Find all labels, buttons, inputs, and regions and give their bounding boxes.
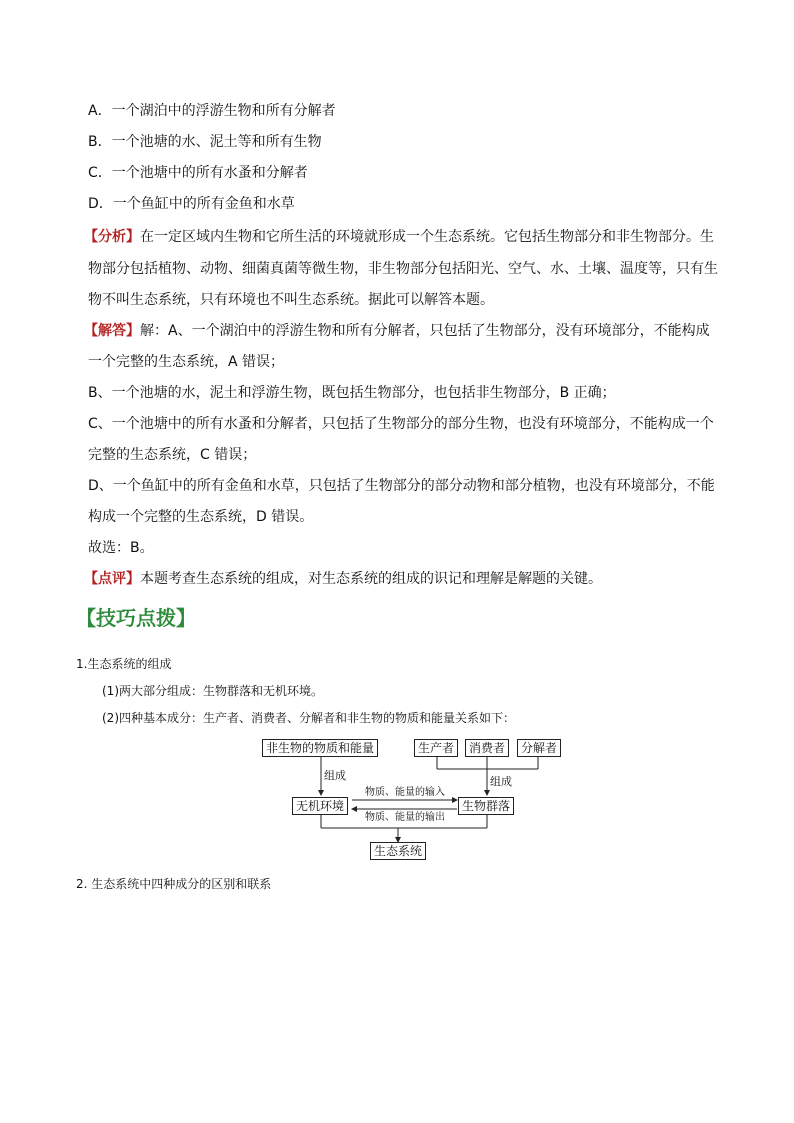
label-compose-right: 组成: [490, 775, 512, 788]
box-decomposer: 分解者: [517, 739, 561, 757]
label-compose-left: 组成: [324, 769, 346, 782]
comment-tag: 【点评】: [84, 571, 140, 587]
box-nonliving: 非生物的物质和能量: [262, 739, 378, 757]
analysis-line-2: 物部分包括植物、动物、细菌真菌等微生物，非生物部分包括阳光、空气、水、土壤、温度等，只有生: [88, 261, 718, 277]
answer-tag: 【解答】: [84, 323, 140, 339]
answer-line-2: 一个完整的生态系统，A 错误；: [88, 354, 285, 370]
answer-line-8: 故选：B。: [88, 540, 154, 556]
option-b: B．一个池塘的水、泥土等和所有生物: [88, 134, 322, 150]
box-community: 生物群落: [458, 797, 514, 815]
skill-item-2: 2. 生态系统中四种成分的区别和联系: [76, 877, 272, 891]
box-producer: 生产者: [414, 739, 458, 757]
box-consumer: 消费者: [465, 739, 509, 757]
answer-line-3: B、一个池塘的水，泥土和浮游生物，既包括生物部分，也包括非生物部分，B 正确；: [88, 385, 616, 401]
option-a: A．一个湖泊中的浮游生物和所有分解者: [88, 103, 336, 119]
answer-line-1: 【解答】解：A、一个湖泊中的浮游生物和所有分解者，只包括了生物部分，没有环境部分，不能构成: [84, 323, 710, 339]
answer-line-5: 完整的生态系统，C 错误；: [88, 447, 257, 463]
answer-line-4: C、一个池塘中的所有水蚤和分解者，只包括了生物部分的部分生物，也没有环境部分，不能构成一个: [88, 416, 714, 432]
label-input: 物质、能量的输入: [365, 787, 445, 798]
skill-sub-2: (2)四种基本成分：生产者、消费者、分解者和非生物的物质和能量关系如下：: [102, 711, 516, 725]
answer-line-6: D、一个鱼缸中的所有金鱼和水草，只包括了生物部分的部分动物和部分植物，也没有环境部分，不能: [88, 478, 715, 494]
analysis-tag: 【分析】: [84, 229, 140, 245]
box-environment: 无机环境: [292, 797, 348, 815]
skill-item-1: 1.生态系统的组成: [76, 657, 172, 671]
comment-line: 【点评】本题考查生态系统的组成，对生态系统的组成的识记和理解是解题的关键。: [84, 571, 602, 587]
answer-line-7: 构成一个完整的生态系统，D 错误。: [88, 509, 314, 525]
option-c: C．一个池塘中的所有水蚤和分解者: [88, 165, 308, 181]
skill-heading: 【技巧点拨】: [76, 606, 196, 630]
option-d: D．一个鱼缸中的所有金鱼和水草: [88, 196, 295, 212]
analysis-line-1: 【分析】在一定区域内生物和它所生活的环境就形成一个生态系统。它包括生物部分和非生物部分。生: [84, 229, 714, 245]
analysis-line-3: 物不叫生态系统，只有环境也不叫生态系统。据此可以解答本题。: [88, 292, 494, 308]
skill-sub-1: (1)两大部分组成：生物群落和无机环境。: [102, 684, 323, 698]
label-output: 物质、能量的输出: [365, 812, 445, 823]
box-ecosystem: 生态系统: [370, 842, 426, 860]
